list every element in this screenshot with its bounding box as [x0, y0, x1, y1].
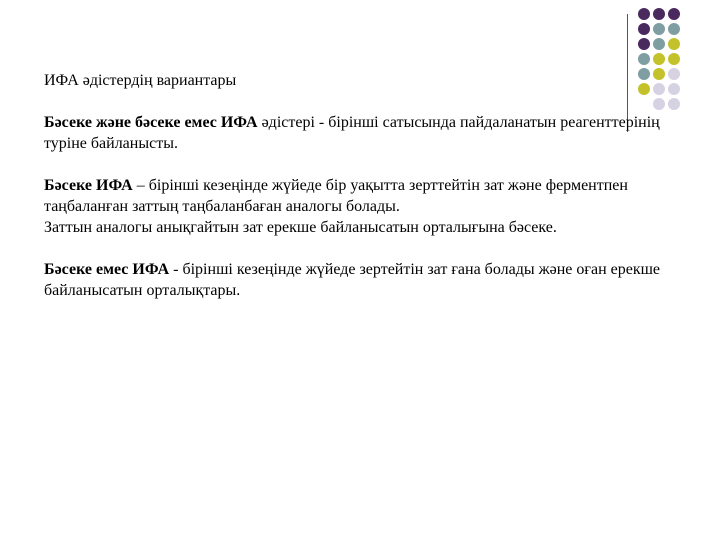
- decorative-dot: [668, 23, 680, 35]
- decorative-dot: [638, 53, 650, 65]
- paragraph-analog: Заттын аналогы анықгайтын зат ерекше байланысатын орталығына бәсеке.: [44, 219, 557, 236]
- decorative-dot: [668, 38, 680, 50]
- decorative-dot: [653, 38, 665, 50]
- methods-bold-term: Бәсеке және бәсеке емес ИФА: [44, 114, 258, 131]
- decorative-dot: [653, 53, 665, 65]
- decorative-dot: [638, 38, 650, 50]
- competitive-bold-term: Бәсеке ИФА: [44, 177, 133, 194]
- noncompetitive-bold-term: Бәсеке емес ИФА: [44, 261, 170, 278]
- decorative-dot: [653, 23, 665, 35]
- paragraph-methods: [44, 112, 684, 154]
- paragraph-competitive: [44, 175, 684, 217]
- slide-content: [44, 70, 684, 301]
- methods-text: әдістері - бірінші сатысында пайдаланатын реагенттерінің туріне байланысты.: [44, 114, 660, 152]
- decorative-dot: [668, 8, 680, 20]
- paragraph-noncompetitive: [44, 259, 684, 301]
- decorative-dot: [638, 23, 650, 35]
- noncompetitive-text: - бірінші кезеңінде жүйеде зертейтін зат ғана болады және оған ерекше байланысатын орталықтары.: [44, 261, 661, 299]
- decorative-dot: [668, 53, 680, 65]
- decorative-dot: [638, 8, 650, 20]
- decorative-dot: [653, 8, 665, 20]
- slide-title: ИФА әдістердің вариантары: [44, 72, 237, 89]
- competitive-text: – бірінші кезеңінде жүйеде бір уақытта зерттейтін зат және ферментпен таңбаланған заттың таңбаланбаған аналогы болады.: [44, 177, 628, 215]
